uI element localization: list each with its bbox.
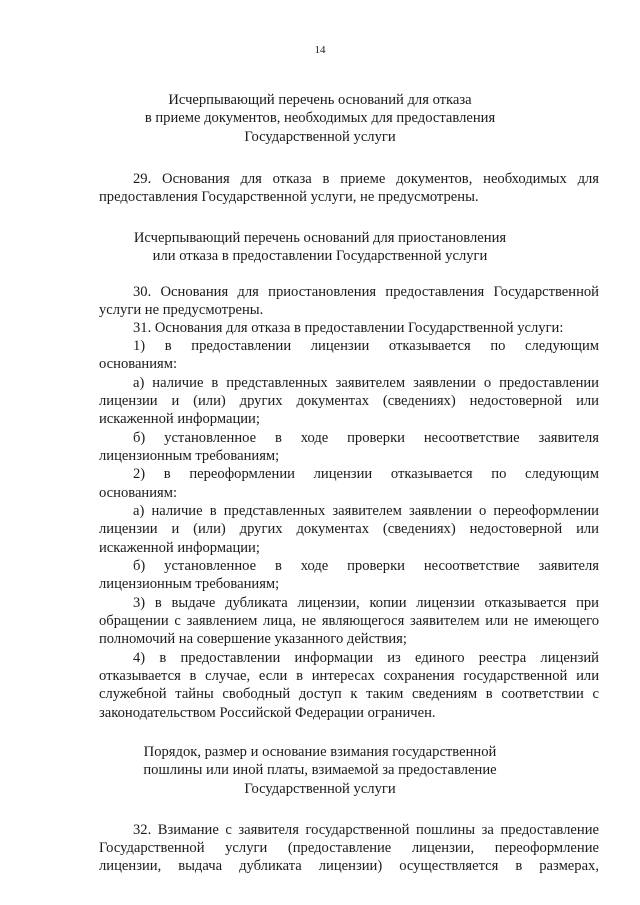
- heading-line: Исчерпывающий перечень оснований для отказа: [168, 92, 472, 108]
- text-line: 1) в предоставлении лицензии отказывается по следующим: [133, 338, 599, 354]
- text-line: основаниям:: [99, 356, 178, 372]
- text-line: искаженной информации;: [99, 411, 260, 427]
- heading-line: Государственной услуги: [244, 780, 396, 797]
- text-line: полномочий на совершение указанного действия;: [99, 631, 407, 647]
- text-line: лицензионным требованиям;: [99, 448, 280, 464]
- text-line: 30. Основания для приостановления предоставления Государственной: [133, 284, 599, 300]
- text-line: 31. Основания для отказа в предоставлении Государственной услуги:: [133, 320, 564, 336]
- text-line: предоставления Государственной услуги, не предусмотрены.: [99, 189, 479, 205]
- text-line: а) наличие в представленных заявителем заявлении о переоформлении: [133, 503, 599, 519]
- heading-line: Государственной услуги: [244, 128, 396, 145]
- text-line: а) наличие в представленных заявителем заявлении о предоставлении: [133, 375, 599, 391]
- heading-line: или отказа в предоставлении Государственной услуги: [152, 248, 488, 265]
- text-line: отказывается в случае, если в интересах сохранения государственной или: [99, 668, 599, 684]
- text-line: основаниям:: [99, 485, 178, 501]
- text-line: 4) в предоставлении информации из единого реестра лицензий: [133, 650, 599, 666]
- section-heading: [0, 229, 640, 266]
- text-line: искаженной информации;: [99, 540, 260, 556]
- text-line: законодательством Российской Федерации ограничен.: [99, 705, 436, 721]
- heading-line: Порядок, размер и основание взимания государственной: [143, 744, 497, 760]
- heading-line: Исчерпывающий перечень оснований для приостановления: [133, 230, 507, 246]
- section-heading: [0, 91, 640, 146]
- paragraph-29: [99, 170, 599, 188]
- heading-line: в приеме документов, необходимых для предоставления: [144, 110, 496, 127]
- text-line: лицензии, выдача дубликата лицензии) осуществляется в размерах,: [99, 858, 599, 874]
- section-heading: [0, 743, 640, 798]
- text-line: 29. Основания для отказа в приеме документов, необходимых для: [133, 171, 599, 187]
- text-line: 32. Взимание с заявителя государственной пошлины за предоставление: [133, 822, 599, 838]
- text-line: лицензии и (или) других документах (сведениях) недостоверной или: [99, 393, 599, 409]
- text-line: услуги не предусмотрены.: [99, 302, 264, 318]
- text-line: обращении с заявлением лица, не являющегося заявителем или не имеющего: [99, 613, 599, 629]
- text-line: б) установленное в ходе проверки несоответствие заявителя: [133, 430, 599, 446]
- heading-line: пошлины или иной платы, взимаемой за предоставление: [143, 762, 497, 779]
- text-line: б) установленное в ходе проверки несоответствие заявителя: [133, 558, 599, 574]
- text-line: Государственной услуги (предоставление лицензии, переоформление: [99, 840, 599, 856]
- page-number: 14: [314, 44, 326, 56]
- text-line: 2) в переоформлении лицензии отказывается по следующим: [133, 466, 599, 482]
- text-line: лицензионным требованиям;: [99, 576, 280, 592]
- text-line: 3) в выдаче дубликата лицензии, копии лицензии отказывается при: [133, 595, 599, 611]
- text-line: служебной тайны свободный доступ к таким сведениям в соответствии с: [99, 686, 599, 702]
- paragraph-29-cont: [99, 188, 599, 206]
- text-line: лицензии и (или) других документах (сведениях) недостоверной или: [99, 521, 599, 537]
